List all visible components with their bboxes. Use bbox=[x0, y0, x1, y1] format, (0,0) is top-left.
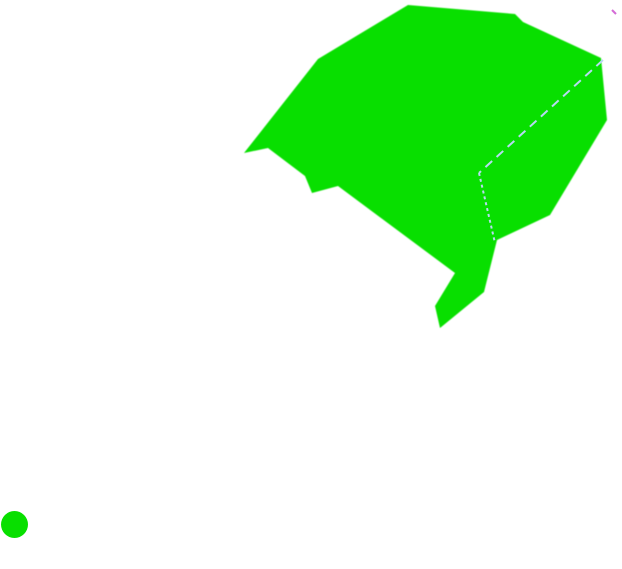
accent-mark bbox=[612, 10, 616, 14]
green-circle-dot bbox=[1, 511, 28, 538]
green-polygon-shape bbox=[244, 5, 607, 328]
